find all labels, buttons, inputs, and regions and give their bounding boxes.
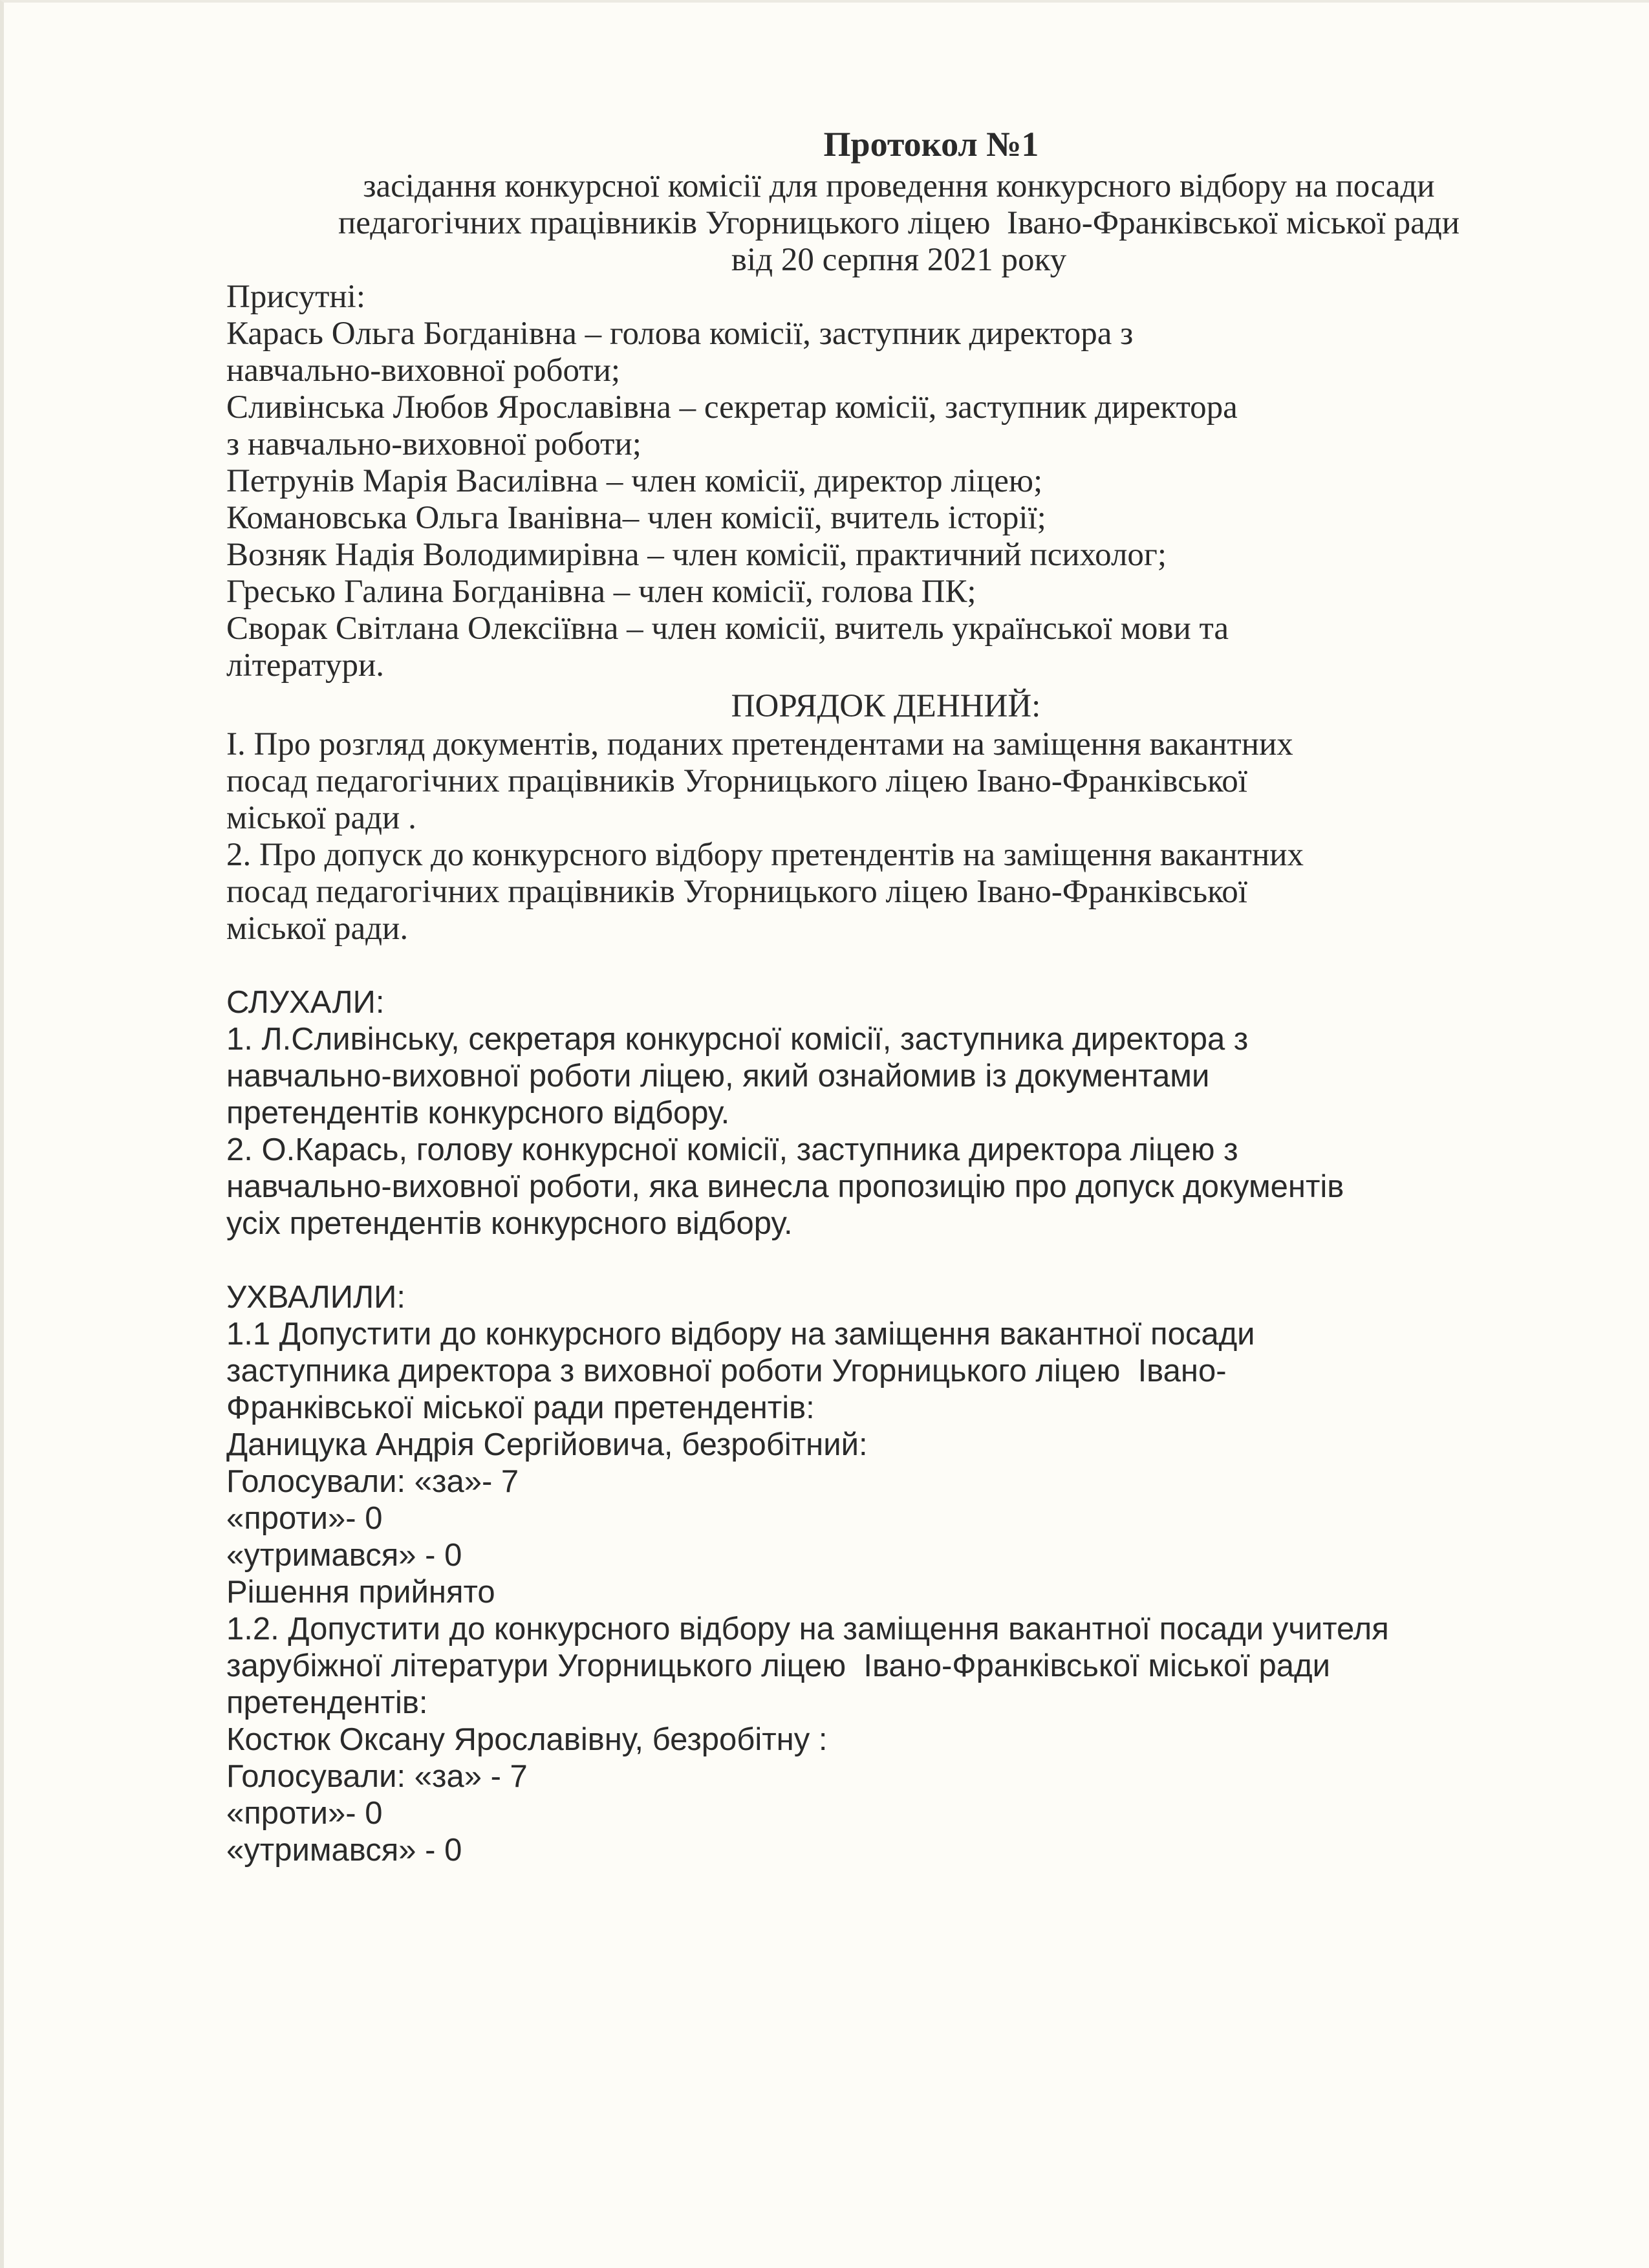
resolved-line: «проти»- 0 <box>226 1796 383 1831</box>
resolved-line: «утримався» - 0 <box>226 1833 462 1868</box>
spacer <box>207 947 1565 984</box>
resolved-line: претендентів: <box>226 1685 428 1720</box>
heard-line: навчально-виховної роботи ліцею, який ознайомив із документами <box>226 1059 1210 1094</box>
heard-line: усіх претендентів конкурсного відбору. <box>226 1206 793 1241</box>
agenda-line: посад педагогічних працівників Угорницького ліцею Івано-Франківської <box>226 874 1247 910</box>
resolved-line: 1.1 Допустити до конкурсного відбору на заміщення вакантної посади <box>226 1317 1255 1352</box>
agenda-heading: ПОРЯДОК ДЕННИЙ: <box>731 688 1041 724</box>
member-line: Сливінська Любов Ярославівна – секретар комісії, заступник директора <box>226 389 1238 426</box>
document-subtitle <box>207 168 1565 279</box>
resolved-line: заступника директора з виховної роботи Угорницького ліцею Івано- <box>226 1354 1227 1388</box>
member-line: навчально-виховної роботи; <box>226 352 621 389</box>
agenda-section <box>226 726 1565 947</box>
subtitle-line: засідання конкурсної комісії для проведення конкурсного відбору на посади <box>363 168 1435 204</box>
heard-line: 2. О.Карась, голову конкурсної комісії, заступника директора ліцею з <box>226 1132 1238 1167</box>
heard-line: претендентів конкурсного відбору. <box>226 1096 730 1130</box>
agenda-line: 2. Про допуск до конкурсного відбору претендентів на заміщення вакантних <box>226 837 1304 873</box>
subtitle-line: від 20 серпня 2021 року <box>731 242 1067 278</box>
member-line: Карась Ольга Богданівна – голова комісії, заступник директора з <box>226 316 1134 352</box>
heard-line: навчально-виховної роботи, яка винесла пропозицію про допуск документів <box>226 1169 1344 1204</box>
resolved-line: «проти»- 0 <box>226 1501 383 1536</box>
member-line: Петрунів Марія Василівна – член комісії, директор ліцею; <box>226 463 1043 499</box>
resolved-heading: УХВАЛИЛИ: <box>226 1280 405 1315</box>
resolved-line: Голосували: «за» - 7 <box>226 1759 528 1794</box>
heard-section <box>226 984 1565 1242</box>
resolved-line: Даницука Андрія Сергійовича, безробітний: <box>226 1427 868 1462</box>
subtitle-line: педагогічних працівників Угорницького ліцею Івано-Франківської міської ради <box>338 205 1460 241</box>
member-line: Сворак Світлана Олексіївна – член комісії, вчитель української мови та <box>226 610 1229 647</box>
protocol-document <box>207 126 1565 1869</box>
attendees-section <box>226 279 1565 684</box>
resolved-section <box>226 1279 1565 1869</box>
resolved-line: Голосували: «за»- 7 <box>226 1464 519 1499</box>
resolved-line: 1.2. Допустити до конкурсного відбору на заміщення вакантної посади учителя <box>226 1612 1389 1647</box>
heard-line: 1. Л.Сливінську, секретаря конкурсної комісії, заступника директора з <box>226 1022 1249 1057</box>
agenda-line: посад педагогічних працівників Угорницького ліцею Івано-Франківської <box>226 763 1247 799</box>
document-heading <box>207 126 1565 279</box>
member-line: Комановська Ольга Іванівна– член комісії, вчитель історії; <box>226 500 1046 536</box>
agenda-line: міської ради. <box>226 911 409 947</box>
member-line: з навчально-виховної роботи; <box>226 426 641 462</box>
spacer <box>207 1242 1565 1279</box>
member-line: Возняк Надія Володимирівна – член комісії, практичний психолог; <box>226 537 1167 573</box>
present-label: Присутні: <box>226 279 366 315</box>
resolved-line: «утримався» - 0 <box>226 1538 462 1573</box>
resolved-line: Франківської міської ради претендентів: <box>226 1390 815 1425</box>
member-line: літератури. <box>226 647 385 684</box>
resolved-line: зарубіжної літератури Угорницького ліцею Івано-Франківської міської ради <box>226 1648 1330 1683</box>
agenda-line: міської ради . <box>226 800 416 836</box>
member-line: Гресько Галина Богданівна – член комісії, голова ПК; <box>226 574 976 610</box>
resolved-line: Рішення прийнято <box>226 1575 495 1610</box>
resolved-line: Костюк Оксану Ярославівну, безробітну : <box>226 1722 828 1757</box>
heard-heading: СЛУХАЛИ: <box>226 985 385 1020</box>
agenda-line: І. Про розгляд документів, поданих претендентами на заміщення вакантних <box>226 726 1293 762</box>
document-title: Протокол №1 <box>823 125 1039 164</box>
